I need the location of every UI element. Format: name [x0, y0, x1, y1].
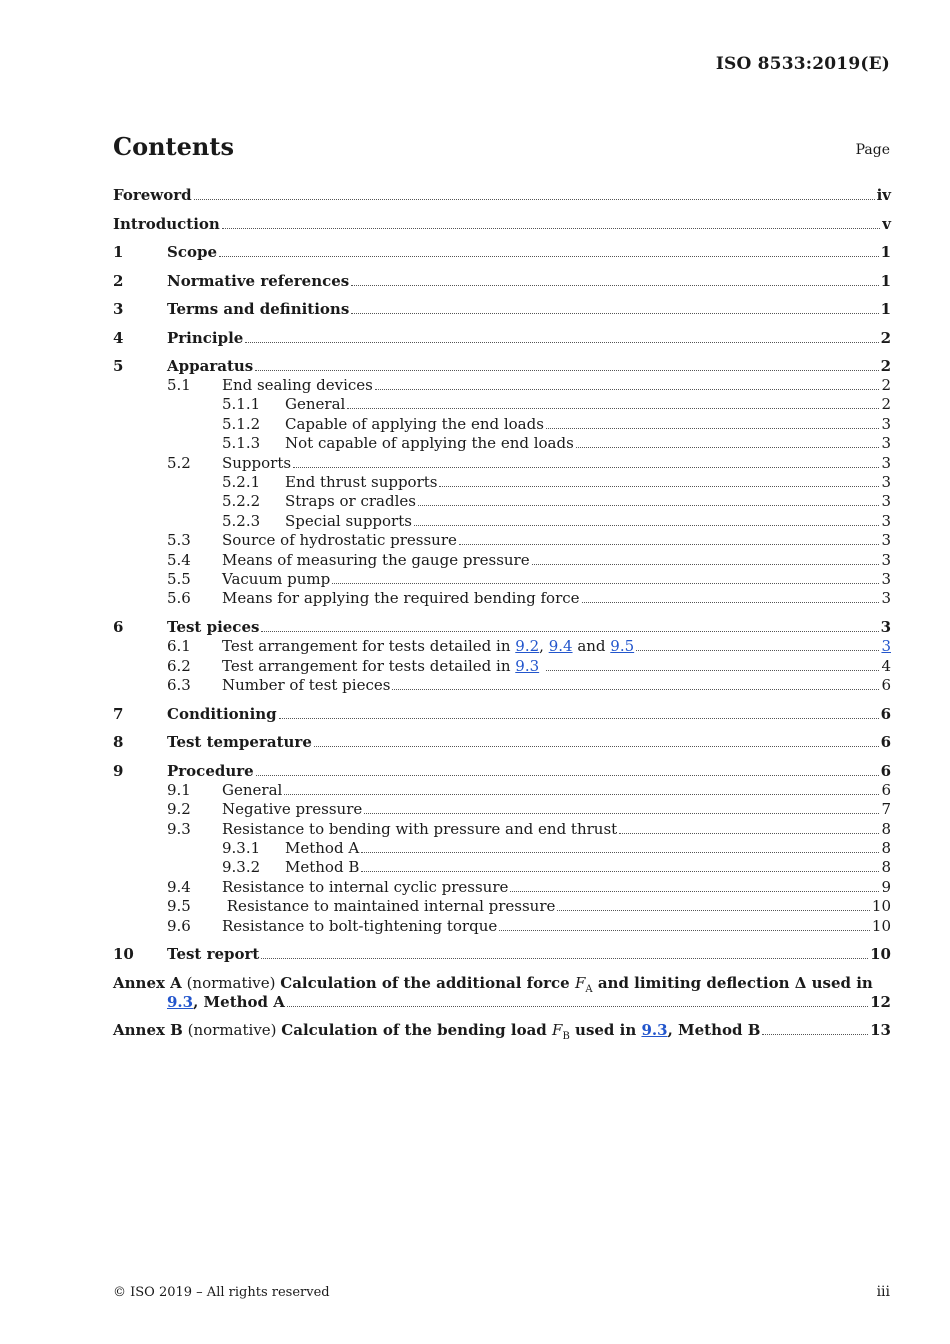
- force-subscript: B: [562, 1031, 570, 1043]
- toc-entry-5-6[interactable]: [113, 589, 891, 608]
- clause-link-9-3[interactable]: 9.3: [515, 656, 540, 675]
- dot-leader: [510, 891, 879, 892]
- toc-entry-text: Resistance to bending with pressure and end thrust: [222, 819, 618, 838]
- toc-entry-apparatus[interactable]: [113, 357, 891, 376]
- dot-leader: [582, 602, 880, 603]
- page-column-label: Page: [855, 142, 890, 158]
- toc-entry-text: Vacuum pump: [222, 569, 331, 588]
- toc-entry-introduction[interactable]: [113, 215, 891, 234]
- contents-title: Contents: [113, 132, 234, 161]
- toc-entry-5-4[interactable]: [113, 551, 891, 570]
- toc-entry-test-report[interactable]: [113, 945, 891, 964]
- toc-entry-5-5[interactable]: [113, 570, 891, 589]
- annex-label: Annex B: [113, 1021, 183, 1040]
- toc-entry-number: 10: [113, 945, 134, 964]
- toc-entry-5-1-2[interactable]: [113, 415, 891, 434]
- toc-page-number: 2: [880, 328, 891, 347]
- annex-title-end: , Method B: [667, 1021, 761, 1040]
- toc-entry-text: Test report: [167, 945, 260, 964]
- toc-page-number: 2: [881, 376, 891, 394]
- dot-leader: [762, 1034, 868, 1035]
- force-subscript: A: [585, 983, 593, 995]
- force-symbol: F: [574, 973, 586, 992]
- annex-type: (normative): [182, 1021, 282, 1040]
- dot-leader: [364, 813, 879, 814]
- toc-page-number: 3: [881, 531, 891, 550]
- toc-entry-number: 9.6: [167, 916, 191, 935]
- toc-entry-text: General: [285, 395, 346, 414]
- toc-entry-number: 5.1.2: [222, 414, 261, 433]
- toc-entry-scope[interactable]: [113, 243, 891, 262]
- toc-entry-number: 6.2: [167, 656, 191, 675]
- toc-entry-text: Means of measuring the gauge pressure: [222, 550, 530, 569]
- toc-entry-text: [222, 657, 544, 676]
- toc-page-number: 10: [871, 916, 891, 935]
- toc-entry-number: 8: [113, 733, 124, 752]
- toc-entry-annex-a[interactable]: [113, 974, 891, 1012]
- toc-page-number: 3: [881, 589, 891, 608]
- toc-entry-number: 6.3: [167, 675, 191, 694]
- dot-leader: [439, 486, 879, 487]
- toc-page-number: 1: [880, 300, 891, 318]
- toc-entry-number: 5.3: [167, 531, 191, 550]
- dot-leader: [619, 833, 879, 834]
- toc-page-number: 9: [881, 877, 891, 896]
- toc-page-number: 3: [881, 472, 891, 491]
- dot-leader: [351, 313, 878, 314]
- toc-page-number-link[interactable]: 3: [881, 637, 891, 656]
- toc-page-number: 8: [881, 858, 891, 877]
- toc-entry-number: 5.2.3: [222, 511, 261, 530]
- toc-entry-text: General: [222, 780, 283, 799]
- dot-leader: [219, 256, 879, 257]
- toc-entry-number: 5.4: [167, 550, 191, 569]
- toc-page-number: 4: [881, 656, 891, 675]
- dot-leader: [636, 650, 879, 651]
- toc-entry-text: [222, 637, 634, 656]
- toc-entry-text: End thrust supports: [285, 472, 438, 491]
- toc-entry-5-1-3[interactable]: [113, 434, 891, 453]
- toc-page-number: 8: [881, 839, 891, 858]
- toc-entry-text: Introduction: [113, 214, 220, 233]
- toc-page-number: 2: [880, 357, 891, 375]
- dot-leader: [194, 199, 875, 200]
- toc-entry-text: Procedure: [167, 761, 254, 780]
- page-number: iii: [876, 1284, 890, 1300]
- toc-page-number: v: [882, 214, 891, 233]
- dot-leader: [546, 428, 880, 429]
- dot-leader: [392, 689, 879, 690]
- toc-entry-test-pieces[interactable]: [113, 618, 891, 637]
- toc-page-number: 7: [881, 800, 891, 819]
- dot-leader: [245, 342, 878, 343]
- toc-page-number: 10: [871, 897, 891, 916]
- toc-entry-terms-and-definitions[interactable]: [113, 300, 891, 319]
- toc-entry-6-3[interactable]: [113, 676, 891, 695]
- toc-entry-number: 9.4: [167, 877, 191, 896]
- dot-leader: [361, 871, 879, 872]
- toc-entry-text: Resistance to maintained internal pressure: [222, 897, 556, 916]
- copyright-notice: © ISO 2019 – All rights reserved: [113, 1285, 330, 1300]
- toc-page-number: iv: [876, 186, 891, 204]
- toc-entry-test-temperature[interactable]: [113, 733, 891, 752]
- toc-entry-number: 9.3.2: [222, 858, 261, 877]
- toc-entry-principle[interactable]: [113, 329, 891, 348]
- clause-link-9-4[interactable]: 9.4: [548, 637, 573, 656]
- toc-entry-number: 5.1.3: [222, 434, 261, 453]
- toc-page-number: 10: [870, 945, 891, 964]
- toc-entry-5-2-3[interactable]: [113, 512, 891, 531]
- toc-page-number: 3: [881, 569, 891, 588]
- toc-entry-number: 2: [113, 271, 124, 290]
- clause-link-9-5[interactable]: 9.5: [610, 637, 635, 656]
- toc-entry-text: Conditioning: [167, 704, 277, 723]
- toc-entry-number: 9.5: [167, 897, 191, 916]
- separator: ,: [539, 637, 549, 656]
- dot-leader: [532, 564, 880, 565]
- toc-page-number: 3: [880, 618, 891, 637]
- toc-page-number: 3: [881, 511, 891, 530]
- toc-page-number: 2: [881, 395, 891, 414]
- toc-entry-5-1[interactable]: [113, 376, 891, 395]
- toc-entry-number: 9.3: [167, 819, 191, 838]
- standard-reference: ISO 8533:2019(E): [715, 54, 890, 74]
- toc-entry-9-3-2[interactable]: [113, 858, 891, 877]
- dot-leader: [332, 583, 879, 584]
- toc-entry-number: 6.1: [167, 637, 191, 656]
- toc-entry-text: Negative pressure: [222, 800, 363, 819]
- toc-entry-number: 5.2.2: [222, 492, 261, 511]
- toc-entry-text: Special supports: [285, 511, 412, 530]
- toc-entry-number: 5.5: [167, 569, 191, 588]
- toc-entry-number: 9.1: [167, 780, 191, 799]
- toc-entry-number: 5.1.1: [222, 395, 261, 414]
- toc-entry-9-3[interactable]: [113, 820, 891, 839]
- toc-entry-text: Normative references: [167, 271, 350, 290]
- toc-entry-text: Resistance to internal cyclic pressure: [222, 877, 509, 896]
- clause-link-9-3[interactable]: 9.3: [641, 1021, 668, 1040]
- toc-entry-text: Straps or cradles: [285, 492, 416, 511]
- dot-leader: [261, 958, 868, 959]
- toc-entry-normative-references[interactable]: [113, 272, 891, 291]
- toc-entry-number: 9.2: [167, 800, 191, 819]
- separator: and: [572, 637, 611, 656]
- toc-entry-number: 5.6: [167, 589, 191, 608]
- toc-page-number: 13: [870, 1021, 891, 1040]
- dot-leader: [287, 1006, 868, 1007]
- dot-leader: [279, 718, 879, 719]
- annex-title-end: , Method A: [193, 992, 285, 1011]
- toc-entry-number: 5.2.1: [222, 472, 261, 491]
- toc-page-number: 6: [880, 704, 891, 723]
- dot-leader: [351, 285, 878, 286]
- clause-link-9-2[interactable]: 9.2: [515, 637, 540, 656]
- toc-page-number: 3: [881, 453, 891, 472]
- toc-entry-text: Method A: [285, 839, 360, 858]
- dot-leader: [347, 408, 879, 409]
- toc-page-number: 3: [881, 434, 891, 453]
- toc-entry-text: Source of hydrostatic pressure: [222, 531, 457, 550]
- toc-entry-text: Supports: [222, 453, 292, 472]
- dot-leader: [459, 544, 880, 545]
- toc-entry-text: Number of test pieces: [222, 675, 391, 694]
- toc-entry-foreword[interactable]: [113, 186, 891, 205]
- toc-page-number: 3: [881, 414, 891, 433]
- annex-title: Calculation of the bending load: [281, 1021, 553, 1040]
- dot-leader: [293, 467, 879, 468]
- toc-entry-text: Method B: [285, 858, 360, 877]
- dot-leader: [361, 852, 879, 853]
- toc-entry-text: Scope: [167, 243, 218, 261]
- toc-entry-text: Test pieces: [167, 618, 260, 637]
- dot-leader: [557, 910, 870, 911]
- toc-page-number: 6: [881, 675, 891, 694]
- annex-label: Annex A: [113, 973, 182, 992]
- dot-leader: [314, 746, 879, 747]
- toc-entry-5-3[interactable]: [113, 531, 891, 550]
- force-symbol: F: [552, 1021, 563, 1040]
- toc-entry-text: Test temperature: [167, 733, 312, 752]
- dot-leader: [256, 775, 879, 776]
- toc-entry-9-3-1[interactable]: [113, 839, 891, 858]
- toc-page-number: 6: [880, 761, 891, 780]
- toc-entry-number: 3: [113, 300, 124, 318]
- toc-entry-number: 5: [113, 357, 124, 375]
- toc-page-number: 3: [881, 550, 891, 569]
- annex-title: Calculation of the additional force: [280, 973, 575, 992]
- dot-leader: [418, 505, 880, 506]
- annex-title-continued: used in: [569, 1021, 642, 1040]
- toc-entry-number: 7: [113, 704, 124, 723]
- dot-leader: [261, 631, 878, 632]
- toc-text-part: Test arrangement for tests detailed in: [222, 637, 516, 656]
- dot-leader: [222, 228, 880, 229]
- toc-entry-5-2[interactable]: [113, 454, 891, 473]
- toc-entry-text: Means for applying the required bending force: [222, 589, 580, 608]
- toc-entry-5-1-1[interactable]: [113, 395, 891, 414]
- toc-page-number: 3: [881, 492, 891, 511]
- toc-text-part: Test arrangement for tests detailed in: [222, 656, 516, 675]
- toc-page-number: 1: [880, 243, 891, 261]
- toc-page-number: 12: [870, 992, 891, 1011]
- toc-page-number: 8: [881, 819, 891, 838]
- toc-entry-6-1[interactable]: [113, 637, 891, 656]
- dot-leader: [375, 389, 880, 390]
- dot-leader: [576, 447, 880, 448]
- toc-entry-text: Principle: [167, 328, 244, 347]
- toc-entry-9-2[interactable]: [113, 800, 891, 819]
- toc-entry-number: 6: [113, 618, 124, 637]
- toc-entry-text: Foreword: [113, 186, 192, 204]
- toc-entry-annex-b[interactable]: [113, 1021, 891, 1043]
- toc-entry-9-5[interactable]: [113, 897, 891, 916]
- toc-entry-text: Capable of applying the end loads: [285, 414, 544, 433]
- toc-entry-number: 5.2: [167, 453, 191, 472]
- toc-entry-9-1[interactable]: [113, 781, 891, 800]
- toc-entry-text: End sealing devices: [222, 376, 373, 394]
- toc-page-number: 6: [880, 733, 891, 752]
- toc-entry-text: Not capable of applying the end loads: [285, 434, 574, 453]
- dot-leader: [284, 794, 879, 795]
- dot-leader: [499, 930, 870, 931]
- toc-entry-procedure[interactable]: [113, 762, 891, 781]
- dot-leader: [414, 525, 880, 526]
- toc-entry-9-6[interactable]: [113, 917, 891, 936]
- clause-link-9-3[interactable]: 9.3: [167, 992, 194, 1011]
- toc-entry-number: 9.3.1: [222, 839, 261, 858]
- dot-leader: [255, 370, 878, 371]
- toc-entry-conditioning[interactable]: [113, 705, 891, 724]
- toc-entry-number: 4: [113, 328, 124, 347]
- toc-entry-number: 1: [113, 243, 124, 261]
- toc-page-number: 6: [881, 780, 891, 799]
- toc-entry-text: Apparatus: [167, 357, 254, 375]
- toc-entry-text: Resistance to bolt-tightening torque: [222, 916, 498, 935]
- toc-entry-5-2-2[interactable]: [113, 492, 891, 511]
- toc-entry-number: 5.1: [167, 376, 191, 394]
- toc-entry-number: 9: [113, 761, 124, 780]
- toc-entry-6-2[interactable]: [113, 657, 891, 676]
- annex-title-continued: and limiting deflection Δ used in: [592, 973, 873, 992]
- toc-entry-5-2-1[interactable]: [113, 473, 891, 492]
- dot-leader: [546, 670, 880, 671]
- toc-page-number: 1: [880, 271, 891, 290]
- toc-entry-9-4[interactable]: [113, 878, 891, 897]
- table-of-contents: [113, 186, 891, 1043]
- toc-entry-text: Terms and definitions: [167, 300, 350, 318]
- annex-type: (normative): [181, 973, 281, 992]
